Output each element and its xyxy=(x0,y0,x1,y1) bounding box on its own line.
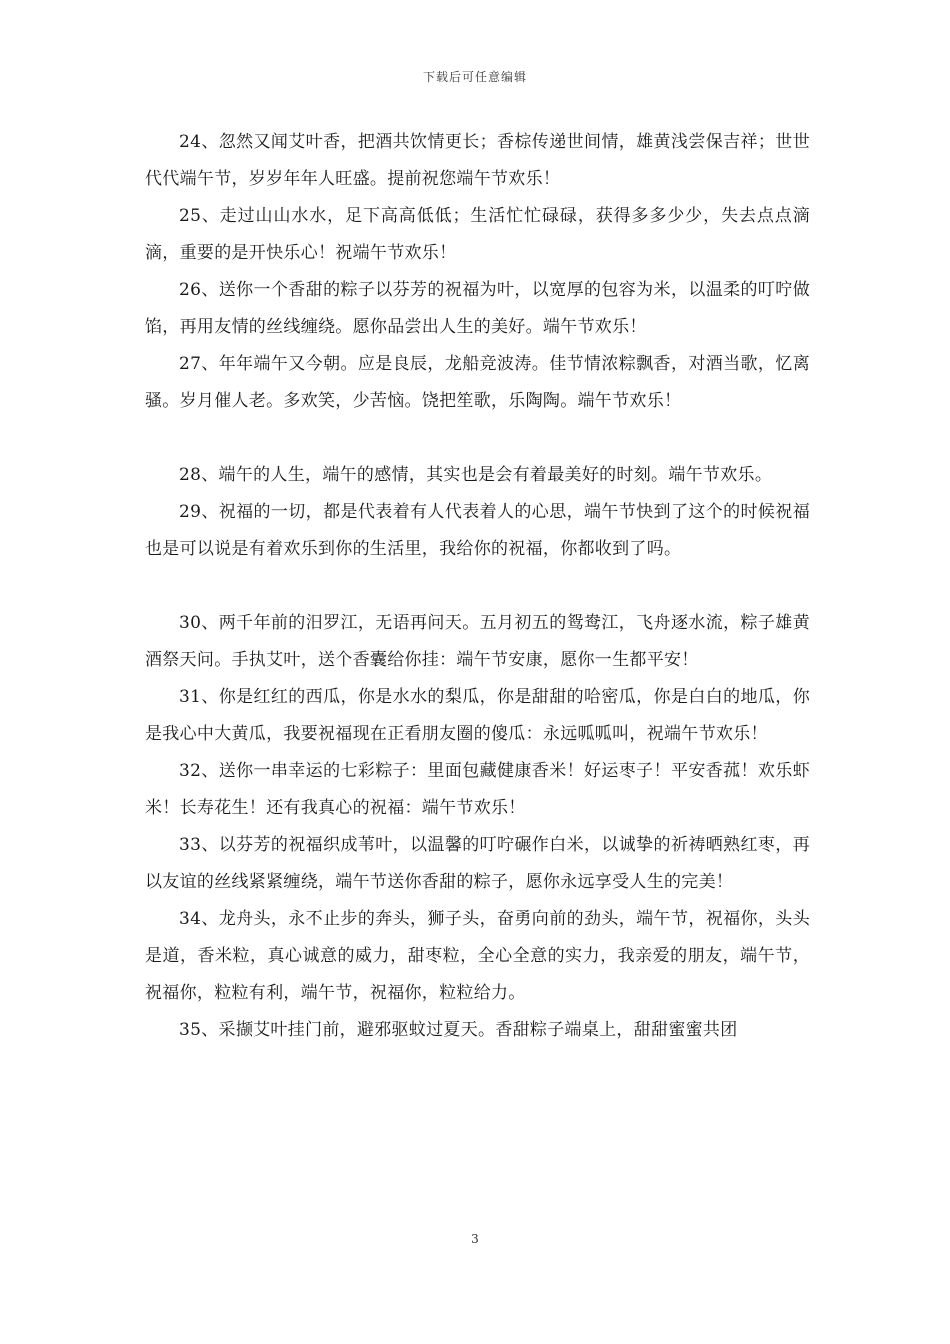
paragraph-28: 28、端午的人生，端午的感情，其实也是会有着最美好的时刻。端午节欢乐。 xyxy=(179,465,773,485)
blank-line xyxy=(145,568,810,605)
paragraph-25: 25、走过山山水水，足下高高低低；生活忙忙碌碌，获得多多少少，失去点点滴滴，重要的是开快乐心！祝端午节欢乐！ xyxy=(145,206,810,263)
blank-line xyxy=(145,420,810,457)
paragraph-24: 24、忽然又闻艾叶香，把酒共饮情更长；香棕传递世间情，雄黄浅尝保吉祥；世世代代端午节，岁岁年年人旺盛。提前祝您端午节欢乐！ xyxy=(145,132,810,189)
paragraph-29: 29、祝福的一切，都是代表着有人代表着人的心思，端午节快到了这个的时候祝福也是可以说是有着欢乐到你的生活里，我给你的祝福，你都收到了吗。 xyxy=(145,502,810,559)
paragraph-32: 32、送你一串幸运的七彩粽子：里面包藏健康香米！好运枣子！平安香菰！欢乐虾米！长寿花生！还有我真心的祝福：端午节欢乐！ xyxy=(145,761,810,818)
paragraph-34: 34、龙舟头，永不止步的奔头，狮子头，奋勇向前的劲头，端午节，祝福你，头头是道，香米粒，真心诚意的威力，甜枣粒，全心全意的实力，我亲爱的朋友，端午节，祝福你，粒粒有利，端午节，祝福你，粒粒给力。 xyxy=(145,909,810,1003)
paragraph-27: 27、年年端午又今朝。应是良辰，龙船竞波涛。佳节情浓粽飘香，对酒当歌，忆离骚。岁月催人老。多欢笑，少苦恼。饶把笙歌，乐陶陶。端午节欢乐！ xyxy=(145,354,810,411)
paragraph-33: 33、以芬芳的祝福织成苇叶，以温馨的叮咛碾作白米，以诚挚的祈祷晒熟红枣，再以友谊的丝线紧紧缠绕，端午节送你香甜的粽子，愿你永远享受人生的完美！ xyxy=(145,835,810,892)
paragraph-30: 30、两千年前的汨罗江，无语再问天。五月初五的鸳鸯江，飞舟逐水流，粽子雄黄酒祭天问。手执艾叶，送个香囊给你挂：端午节安康，愿你一生都平安！ xyxy=(145,613,810,670)
paragraph-26: 26、送你一个香甜的粽子以芬芳的祝福为叶，以宽厚的包容为米，以温柔的叮咛做馅，再用友情的丝线缠绕。愿你品尝出人生的美好。端午节欢乐！ xyxy=(145,280,810,337)
document-body xyxy=(145,124,810,1049)
paragraph-35: 35、采撷艾叶挂门前，避邪驱蚊过夏天。香甜粽子端桌上，甜甜蜜蜜共团 xyxy=(179,1020,738,1040)
page-number: 3 xyxy=(471,1232,479,1246)
page-header: 下载后可任意编辑 xyxy=(422,70,527,84)
paragraph-31: 31、你是红红的西瓜，你是水水的梨瓜，你是甜甜的哈密瓜，你是白白的地瓜，你是我心中大黄瓜，我要祝福现在正看朋友圈的傻瓜：永远呱呱叫，祝端午节欢乐！ xyxy=(145,687,810,744)
